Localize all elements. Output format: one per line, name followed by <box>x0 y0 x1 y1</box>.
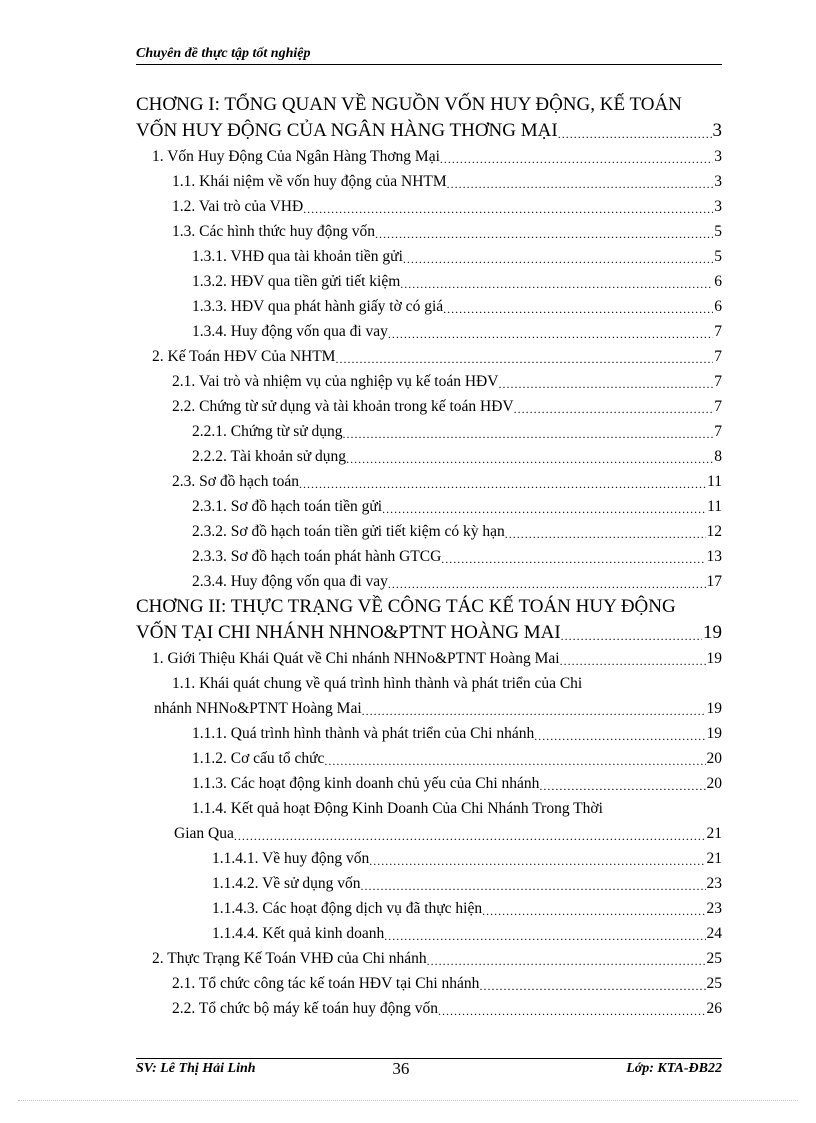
toc-dot-leader <box>303 199 713 219</box>
toc-entry-title: 1. Vốn Huy Động Của Ngân Hàng Thơng Mại <box>152 148 440 165</box>
toc-entry[interactable] <box>136 971 722 996</box>
toc-entry[interactable] <box>136 244 722 269</box>
toc-entry-page: 7 <box>714 373 722 390</box>
toc-entry-title: VỐN HUY ĐỘNG CỦA NGÂN HÀNG THƠNG MẠI <box>136 120 558 141</box>
toc-entry-title: Gian Qua <box>174 825 234 842</box>
page-edge-divider <box>18 1100 798 1101</box>
toc-dot-leader <box>505 524 706 544</box>
toc-entry-title: 2. Kế Toán HĐV Của NHTM <box>152 348 336 365</box>
toc-entry[interactable] <box>136 92 722 118</box>
toc-dot-leader <box>438 1001 706 1021</box>
toc-dot-leader <box>335 349 713 369</box>
toc-dot-leader <box>360 876 705 896</box>
toc-entry-title: 1.1.4.4. Kết quả kinh doanh <box>212 925 385 942</box>
toc-entry-page: 19 <box>706 700 722 717</box>
toc-entry[interactable] <box>136 369 722 394</box>
toc-dot-leader <box>534 726 705 746</box>
toc-entry-title: 1.1.4. Kết quả hoạt Động Kinh Doanh Của Chi Nhánh Trong Thời <box>192 800 603 817</box>
toc-entry-title: CHƠNG II: THỰC TRẠNG VỀ CÔNG TÁC KẾ TOÁN HUY ĐỘNG <box>136 596 676 617</box>
toc-entry-title: 2.2.2. Tài khoản sử dụng <box>192 448 347 465</box>
toc-entry[interactable] <box>136 494 722 519</box>
toc-entry-title: 1.3.2. HĐV qua tiền gửi tiết kiệm <box>192 273 401 290</box>
toc-entry-title: 1.2. Vai trò của VHĐ <box>172 198 304 215</box>
toc-entry-page: 7 <box>714 348 722 365</box>
toc-dot-leader <box>388 574 706 594</box>
header-text: Chuyên đề thực tập tốt nghiệp <box>136 46 311 61</box>
footer-class: Lớp: KTA-ĐB22 <box>626 1061 722 1076</box>
toc-entry-page: 24 <box>706 925 722 942</box>
toc-entry-title: 1.1.2. Cơ cấu tổ chức <box>192 750 325 767</box>
toc-dot-leader <box>560 651 706 671</box>
toc-entry-page: 3 <box>714 148 722 165</box>
toc-entry-title: 1.1.1. Quá trình hình thành và phát triển của Chi nhánh <box>192 725 535 742</box>
toc-entry-page: 11 <box>707 498 722 515</box>
toc-entry-page: 19 <box>703 622 722 643</box>
toc-entry-page: 3 <box>712 120 722 141</box>
toc-entry-page: 11 <box>707 473 722 490</box>
toc-dot-leader <box>343 424 714 444</box>
toc-dot-leader <box>539 776 705 796</box>
toc-entry-title: 1.1.3. Các hoạt động kinh doanh chủ yếu của Chi nhánh <box>192 775 540 792</box>
toc-entry-title: 2.1. Vai trò và nhiệm vụ của nghiệp vụ kế toán HĐV <box>172 373 499 390</box>
toc-entry-title: 1.3.3. HĐV qua phát hành giấy tờ có giá <box>192 298 444 315</box>
toc-entry-page: 6 <box>714 273 722 290</box>
toc-entry[interactable] <box>136 319 722 344</box>
toc-dot-leader <box>234 826 706 846</box>
toc-entry-page: 3 <box>714 198 722 215</box>
toc-entry[interactable] <box>136 169 722 194</box>
toc-dot-leader <box>384 926 705 946</box>
footer-page-number: 36 <box>392 1059 410 1078</box>
toc-entry[interactable] <box>136 394 722 419</box>
page-header <box>136 46 722 65</box>
toc-entry-page: 25 <box>706 950 722 967</box>
toc-entry-page: 20 <box>706 750 722 767</box>
toc-dot-leader <box>443 299 713 319</box>
toc-entry-page: 8 <box>714 448 722 465</box>
toc-dot-leader <box>346 449 713 469</box>
toc-entry[interactable] <box>136 646 722 671</box>
toc-entry[interactable] <box>136 921 722 946</box>
toc-entry-page: 23 <box>706 875 722 892</box>
toc-entry[interactable] <box>136 544 722 569</box>
toc-entry[interactable] <box>136 294 722 319</box>
toc-entry[interactable] <box>136 996 722 1021</box>
toc-entry[interactable] <box>136 871 722 896</box>
toc-dot-leader <box>403 249 713 269</box>
toc-entry[interactable] <box>136 219 722 244</box>
toc-dot-leader <box>369 851 705 871</box>
toc-entry-page: 6 <box>714 298 722 315</box>
toc-dot-leader <box>382 499 706 519</box>
toc-entry-page: 20 <box>706 775 722 792</box>
toc-entry[interactable] <box>136 144 722 169</box>
toc-entry-page: 21 <box>706 825 722 842</box>
toc-entry-page: 26 <box>706 1000 722 1017</box>
toc-entry-page: 25 <box>706 975 722 992</box>
toc-entry-title: 1.3.4. Huy động vốn qua đi vay <box>192 323 388 340</box>
toc-entry-title: 2.3.1. Sơ đồ hạch toán tiền gửi <box>192 498 383 515</box>
toc-dot-leader <box>514 399 714 419</box>
toc-entry-page: 19 <box>706 650 722 667</box>
toc-entry[interactable] <box>136 846 722 871</box>
toc-dot-leader <box>479 976 705 996</box>
toc-dot-leader <box>375 224 713 244</box>
toc-entry-title: CHƠNG I: TỔNG QUAN VỀ NGUỒN VỐN HUY ĐỘNG, KẾ TOÁN <box>136 94 682 115</box>
toc-entry[interactable] <box>136 419 722 444</box>
toc-entry[interactable] <box>136 118 722 144</box>
page-footer <box>136 1058 722 1079</box>
toc-dot-leader <box>558 124 712 144</box>
footer-student: SV: Lê Thị Hải Linh <box>136 1061 256 1076</box>
toc-entry-title: 1. Giới Thiệu Khái Quát về Chi nhánh NHNo&PTNT Hoàng Mai <box>152 650 560 667</box>
toc-dot-leader <box>324 751 705 771</box>
toc-entry-title: 1.1.4.3. Các hoạt động dịch vụ đã thực hiện <box>212 900 483 917</box>
toc-entry-page: 7 <box>714 323 722 340</box>
toc-entry[interactable] <box>136 671 722 696</box>
toc-dot-leader <box>299 474 706 494</box>
toc-entry[interactable] <box>136 344 722 369</box>
toc-entry[interactable] <box>136 194 722 219</box>
toc-dot-leader <box>440 149 713 169</box>
toc-entry-title: 1.3.1. VHĐ qua tài khoản tiền gửi <box>192 248 403 265</box>
toc-entry[interactable] <box>136 746 722 771</box>
toc-entry-title: 1.1.4.2. Về sử dụng vốn <box>212 875 361 892</box>
toc-entry[interactable] <box>136 946 722 971</box>
toc-entry-page: 3 <box>714 173 722 190</box>
toc-entry[interactable] <box>136 771 722 796</box>
toc-entry-title: VỐN TẠI CHI NHÁNH NHNO&PTNT HOÀNG MAI <box>136 622 561 643</box>
toc-entry-title: 1.3. Các hình thức huy động vốn <box>172 223 375 240</box>
toc-dot-leader <box>561 626 702 646</box>
toc-entry-page: 12 <box>706 523 722 540</box>
toc-entry[interactable] <box>136 519 722 544</box>
toc-entry-title: 2.3.2. Sơ đồ hạch toán tiền gửi tiết kiệm có kỳ hạn <box>192 523 505 540</box>
toc-entry[interactable] <box>136 620 722 646</box>
toc-entry[interactable] <box>136 594 722 620</box>
toc-entry[interactable] <box>136 569 722 594</box>
table-of-contents <box>136 92 722 1021</box>
toc-entry-title: 1.1. Khái niệm về vốn huy động của NHTM <box>172 173 447 190</box>
toc-entry[interactable] <box>136 469 722 494</box>
toc-entry-title: 2.3. Sơ đồ hạch toán <box>172 473 300 490</box>
toc-entry-page: 21 <box>706 850 722 867</box>
toc-dot-leader <box>388 324 713 344</box>
toc-dot-leader <box>498 374 713 394</box>
toc-entry-title: 2.3.3. Sơ đồ hạch toán phát hành GTCG <box>192 548 442 565</box>
toc-entry-title: 2.2. Tổ chức bộ máy kế toán huy động vốn <box>172 1000 438 1017</box>
toc-entry-title: 1.1.4.1. Về huy động vốn <box>212 850 370 867</box>
toc-entry[interactable] <box>136 444 722 469</box>
toc-entry-page: 17 <box>706 573 722 590</box>
toc-entry[interactable] <box>136 821 722 846</box>
toc-entry-page: 7 <box>714 398 722 415</box>
toc-entry-page: 5 <box>714 248 722 265</box>
toc-dot-leader <box>427 951 706 971</box>
toc-entry-page: 13 <box>706 548 722 565</box>
toc-entry-page: 7 <box>714 423 722 440</box>
toc-dot-leader <box>441 549 705 569</box>
toc-entry-title: 2.3.4. Huy động vốn qua đi vay <box>192 573 388 590</box>
toc-entry-title: 2.1. Tổ chức công tác kế toán HĐV tại Chi nhánh <box>172 975 480 992</box>
toc-entry-title: 2.2.1. Chứng từ sử dụng <box>192 423 343 440</box>
toc-entry-title: 2. Thực Trạng Kế Toán VHĐ của Chi nhánh <box>152 950 427 967</box>
toc-entry-title: 2.2. Chứng từ sử dụng và tài khoản trong kế toán HĐV <box>172 398 514 415</box>
toc-dot-leader <box>400 274 713 294</box>
toc-dot-leader <box>362 701 706 721</box>
toc-dot-leader <box>482 901 705 921</box>
toc-entry[interactable] <box>136 796 722 821</box>
toc-entry-page: 19 <box>706 725 722 742</box>
toc-entry-title: 1.1. Khái quát chung về quá trình hình thành và phát triển của Chi <box>172 675 583 692</box>
toc-entry-page: 5 <box>714 223 722 240</box>
toc-entry[interactable] <box>136 269 722 294</box>
toc-entry[interactable] <box>136 696 722 721</box>
toc-dot-leader <box>447 174 714 194</box>
toc-entry-page: 23 <box>706 900 722 917</box>
toc-entry[interactable] <box>136 721 722 746</box>
toc-entry-title: nhánh NHNo&PTNT Hoàng Mai <box>154 700 362 717</box>
toc-entry[interactable] <box>136 896 722 921</box>
